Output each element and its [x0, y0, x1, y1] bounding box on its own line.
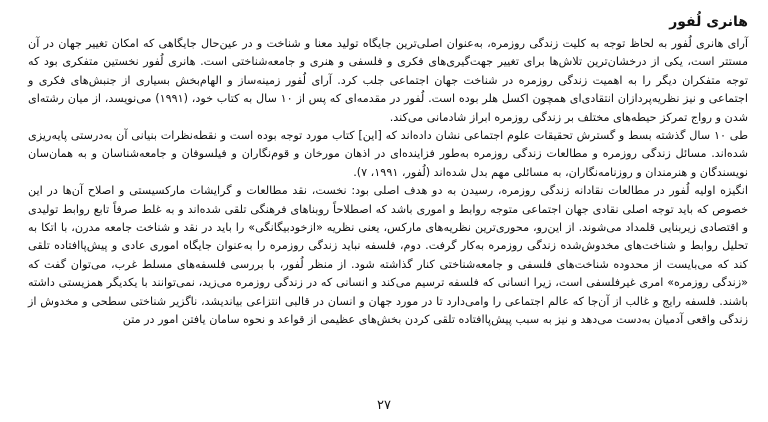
page-number: ۲۷ [377, 398, 391, 413]
section-heading: هانری لُفور [669, 14, 748, 30]
paragraph-2: طی ۱۰ سال گذشته بسط و گسترش تحقیقات علوم اجتماعی نشان داده‌اند که [این] کتاب مورد توجه بوده است و نقطه‌نظرات بنیانی آن به‌درستی پایه‌ریزی شده‌اند. مسائل زندگی روزمره و مطالعات زندگی روزمره به‌طور فزاینده‌ای در اذهان مورخان و قوم‌نگاران و فیلسوفان و جامعه‌شناسان و به همان‌سان نویسندگان و هنرمندان و روزنامه‌نگاران، به مسائلی مهم بدل شده‌اند (لُفور، ۱۹۹۱، ۷). [28, 129, 748, 179]
paragraph-1: آرای هانری لُفور به لحاظ توجه به کلیت زندگی روزمره، به‌عنوان اصلی‌ترین جایگاه تولید معنا و شناخت و در عین‌حال جایگاهی که امکان تغییر جهان در آن مستتر است، یکی از درخشان‌ترین تلاش‌ها برای تغییر جهت‌گیری‌های فکری و فلسفی و هنری و جامعه‌شناختی است. هانری لُفور نخستین متفکری بود که توجه متفکران دیگر را به اهمیت زندگی روزمره در شناخت جهان اجتماعی جلب کرد. آرای لُفور زمینه‌ساز و الهام‌بخش بسیاری از جنبش‌های فکری و اجتماعی و نیز نظریه‌پردازان انتقادی‌ای همچون اکسل هلر بوده است. لُفور در مقدمه‌ای که پس از ۱۰ سال به کتاب خود، (۱۹۹۱) می‌نویسد، از میان رشته‌ای شدن و رواج تمرکز حیطه‌های مختلف بر زندگی روزمره ابراز شادمانی می‌کند. [28, 37, 748, 124]
paragraph-3: انگیزه اولیه لُفور در مطالعات نقادانه زندگی روزمره، رسیدن به دو هدف اصلی بود: نخست، نقد مطالعات و گرایشات مارکسیستی و اصلاح آن‌ها در این خصوص که باید توجه اصلی نقادی جهان اجتماعی متوجه روابط و اموری باشد که اصطلاحاً روبناهای فرهنگی تلقی شده‌اند و به غلط صرفاً تابع روابط تولیدی و اقتصادی زیربنایی قلمداد می‌شوند. از این‌رو، محوری‌ترین نظریه‌های مارکس، یعنی نظریه «ازخودبیگانگی» را باید در نقد و شناخت جامعه مدرن، با اتکا به تحلیل روابط و شناخت‌های مخدوش‌شده زندگی روزمره به‌کار گرفت. دوم، فلسفه نباید زندگی روزمره را به‌عنوان جایگاه اموری عادی و پیش‌پاافتاده تلقی کند که می‌بایست از محدوده شناخت‌های فلسفی و جامعه‌شناختی کنار گذاشته شود. از منظر لُفور، با بررسی فلسفه‌های مسلط غرب، می‌توان گفت که «زندگی روزمره» امری غیرفلسفی است، زیرا انسانی که فلسفه ترسیم می‌کند و انسانی که در زندگی روزمره می‌زید، نمی‌توانند با یکدیگر همزیستی داشته باشند. فلسفه رایج و غالب از آن‌جا که عالم اجتماعی را وامی‌دارد تا در مورد جهان و انسان در قالبی انتزاعی بیاندیشد، ناگزیر شناختی سطحی و مخدوش از زندگی واقعی آدمیان به‌دست می‌دهد و نیز به سبب پیش‌پاافتاده تلقی کردن بخش‌های عظیمی از قواعد و نحوه سامان یافتن امور در متن [28, 184, 748, 327]
